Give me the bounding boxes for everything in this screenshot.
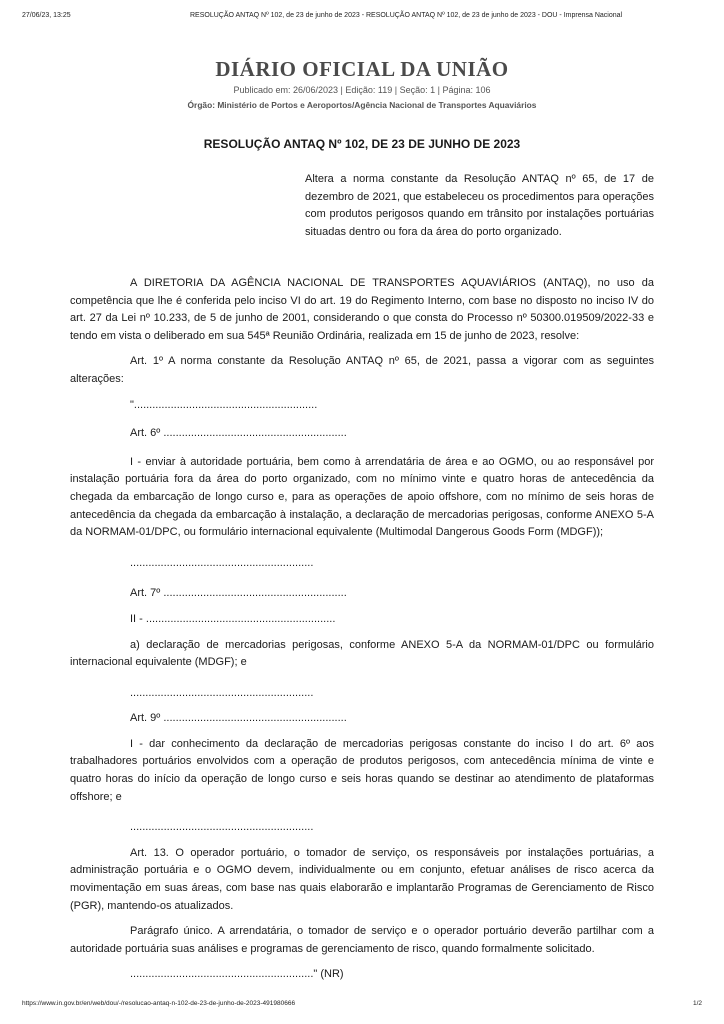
dot-leader: ............................................................	[163, 587, 347, 600]
newspaper-title: DIÁRIO OFICIAL DA UNIÃO	[215, 57, 509, 81]
orgao-label: Órgão:	[187, 100, 215, 110]
article-9-heading	[70, 710, 654, 728]
article-1: Art. 1º A norma constante da Resolução ANTAQ nº 65, de 2021, passa a vigorar com as seguintes alterações:	[70, 355, 654, 385]
article-9-label: Art. 9º	[130, 712, 164, 725]
dot-leader: ............................................................	[163, 712, 347, 725]
article-9-inciso-1: I - dar conhecimento da declaração de mercadorias perigosas constante do inciso I do art. 6º aos trabalhadores portuários envolvidos com a operação de produtos perigosos, com antecedência mínima de vinte e quatro horas do início da operação de longo curso e seis horas quando se destinar ao atendimento de plataformas offshore; e	[70, 737, 654, 803]
orgao-value: Ministério de Portos e Aeroportos/Agência Nacional de Transportes Aquaviários	[215, 100, 537, 110]
nr-mark: " (NR)	[313, 968, 344, 981]
dot-leader: ............................................................	[163, 427, 347, 440]
omission-3: ............................................................	[130, 686, 314, 699]
article-7-heading	[70, 585, 654, 603]
ementa: Altera a norma constante da Resolução ANTAQ nº 65, de 17 de dezembro de 2021, que estabeleceu os procedimentos para operações com produtos perigosos quando em trânsito por instalações portuárias situadas dentro ou fora da área do porto organizado.	[305, 173, 654, 238]
masthead	[0, 57, 724, 110]
article-6-heading	[70, 425, 654, 443]
article-7-label: Art. 7º	[130, 587, 164, 600]
omission-2: ............................................................	[130, 556, 314, 569]
print-header	[22, 12, 702, 22]
print-footer	[22, 1000, 702, 1010]
omission-1	[70, 397, 654, 415]
dot-leader: ............................................................	[133, 398, 318, 411]
dot-leader: ..............................................................	[145, 612, 336, 625]
article-7-inciso-2	[70, 611, 654, 629]
inciso-2-label: II -	[130, 612, 146, 625]
print-url: https://www.in.gov.br/en/web/dou/-/resolucao-antaq-n-102-de-23-de-junho-de-2023-491980666	[22, 1000, 296, 1007]
publication-info: Publicado em: 26/06/2023 | Edição: 119 | Seção: 1 | Página: 106	[233, 85, 491, 95]
article-6-label: Art. 6º	[130, 427, 164, 440]
omission-4: ............................................................	[130, 821, 314, 834]
article-7-alinea-a: a) declaração de mercadorias perigosas, conforme ANEXO 5-A da NORMAM-01/DPC ou formulário internacional equivalente (MDGF); e	[70, 638, 654, 669]
article-6-inciso-1: I - enviar à autoridade portuária, bem como à arrendatária de área e ao OGMO, ou ao responsável por instalação portuária fora da área do porto organizado, com no mínimo vinte e quatro horas de antecedência da chegada da embarcação de longo curso e, para as operações de apoio offshore, com no mínimo de seis horas de antecedência da chegada da embarcação à instalação, a declaração de mercadorias perigosas, conforme ANEXO 5-A da NORMAM-01/DPC, ou formulário internacional equivalente (Multimodal Dangerous Goods Form (MDGF));	[70, 455, 654, 539]
quote-open: "	[130, 398, 134, 411]
dot-leader: ............................................................	[130, 968, 314, 981]
print-page-number: 1/2	[692, 1000, 702, 1007]
orgao-line	[0, 100, 724, 110]
article-13: Art. 13. O operador portuário, o tomador de serviço, os responsáveis por instalações portuárias, a administração portuária e o OGMO devem, individualmente ou em conjunto, efetuar análises de risco acerca da movimentação em suas áreas, com base nas quais elaborarão e implantarão Programas de Gerenciamento de Risco (PGR), mantendo-os atualizados.	[70, 846, 654, 912]
closing-quote	[70, 966, 654, 984]
article-13-paragrafo-unico: Parágrafo único. A arrendatária, o tomador de serviço e o operador portuário deverão partilhar com a autoridade portuária suas análises e programas de gerenciamento de risco, quando formalmente solicitado.	[70, 925, 654, 955]
print-page-title: RESOLUÇÃO ANTAQ Nº 102, de 23 de junho de 2023 - RESOLUÇÃO ANTAQ Nº 102, de 23 de junho de 2023 - DOU - Imprensa Nacional	[190, 12, 623, 19]
preamble: A DIRETORIA DA AGÊNCIA NACIONAL DE TRANSPORTES AQUAVIÁRIOS (ANTAQ), no uso da competência que lhe é conferida pelo inciso VI do art. 19 do Regimento Interno, com base no disposto no inciso IV do art. 27 da Lei nº 10.233, de 5 de junho de 2001, considerando o que consta do Processo nº 50300.019509/2022-33 e tendo em vista o deliberado em sua 545ª Reunião Ordinária, realizada em 15 de junho de 2023, resolve:	[70, 277, 654, 342]
document-body	[70, 275, 654, 984]
print-timestamp: 27/06/23, 13:25	[22, 12, 71, 19]
document-title: RESOLUÇÃO ANTAQ Nº 102, DE 23 DE JUNHO DE 2023	[203, 137, 521, 151]
